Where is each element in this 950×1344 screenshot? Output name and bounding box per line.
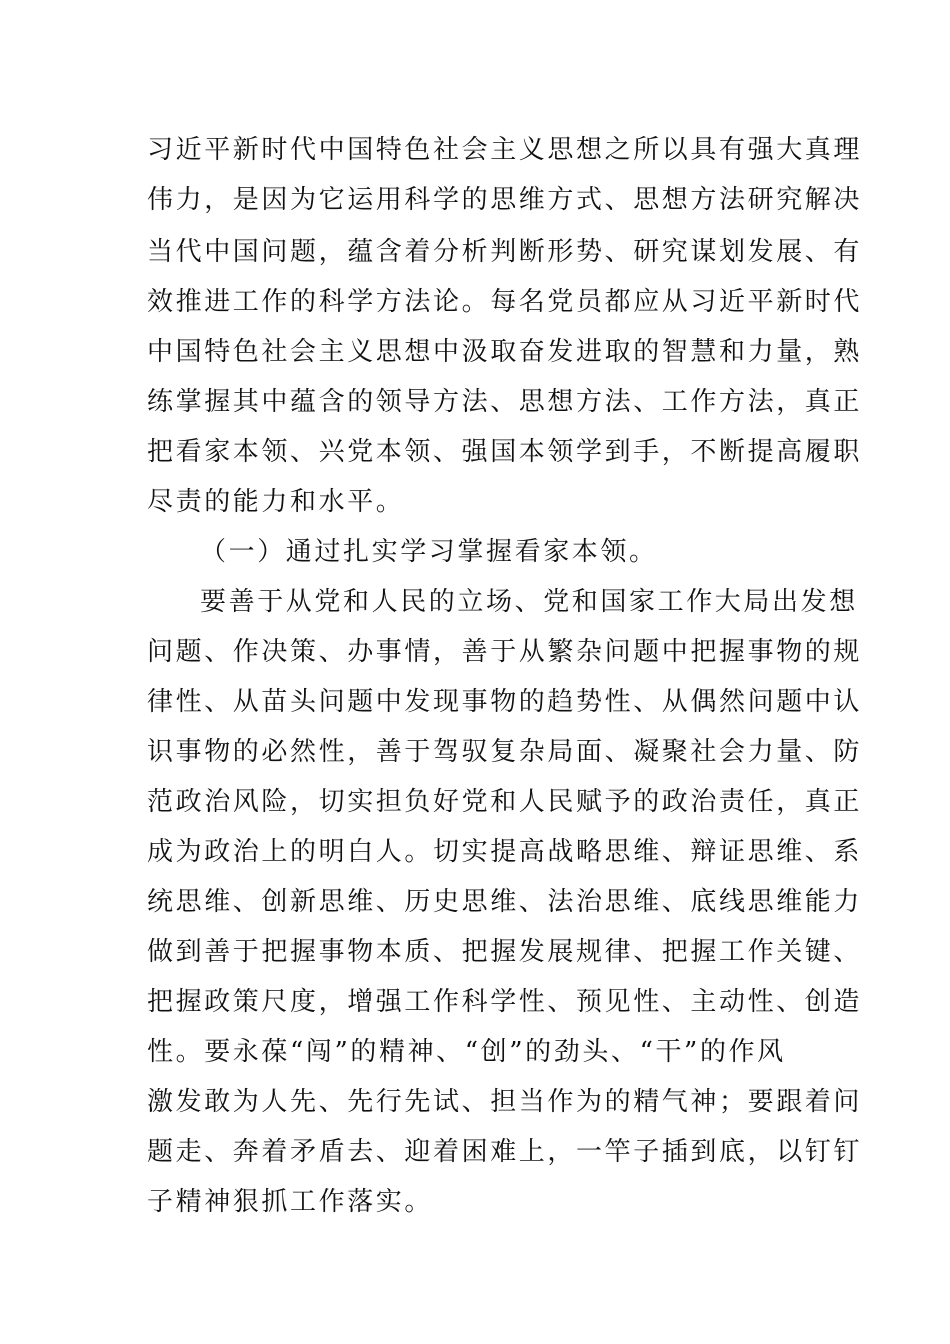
paragraph-line: 中国特色社会主义思想中汲取奋发进取的智慧和力量，熟 [147,337,863,367]
paragraph-line: 习近平新时代中国特色社会主义思想之所以具有强大真理 [147,135,863,165]
paragraph-line: 要善于从党和人民的立场、党和国家工作大局出发想 [200,587,858,617]
paragraph-line: 把看家本领、兴党本领、强国本领学到手，不断提高履职 [147,437,863,467]
paragraph-line: 把握政策尺度，增强工作科学性、预见性、主动性、创造 [147,987,863,1017]
paragraph-line: 统思维、创新思维、历史思维、法治思维、底线思维能力 [147,887,863,917]
paragraph-line: 尽责的能力和水平。 [147,487,405,517]
paragraph-line: 效推进工作的科学方法论。每名党员都应从习近平新时代 [147,287,863,317]
paragraph-line: 当代中国问题，蕴含着分析判断形势、研究谋划发展、有 [147,237,863,267]
paragraph-line: 性。要永葆“闯”的精神、“创”的劲头、“干”的作风 [147,1037,786,1067]
paragraph-line: 激发敢为人先、先行先试、担当作为的精气神；要跟着问 [147,1087,863,1117]
paragraph-line: 成为政治上的明白人。切实提高战略思维、辩证思维、系 [147,837,863,867]
paragraph-line: 伟力，是因为它运用科学的思维方式、思想方法研究解决 [147,185,863,215]
paragraph-line: 做到善于把握事物本质、把握发展规律、把握工作关键、 [147,937,863,967]
paragraph-line: 识事物的必然性，善于驾驭复杂局面、凝聚社会力量、防 [147,737,863,767]
paragraph-line: 问题、作决策、办事情，善于从繁杂问题中把握事物的规 [147,637,863,667]
paragraph-line: 律性、从苗头问题中发现事物的趋势性、从偶然问题中认 [147,687,863,717]
paragraph-line: 范政治风险，切实担负好党和人民赋予的政治责任，真正 [147,787,863,817]
paragraph-line: 子精神狠抓工作落实。 [147,1187,434,1217]
paragraph-line: 题走、奔着矛盾去、迎着困难上，一竿子插到底，以钉钉 [147,1137,863,1167]
section-heading: （一）通过扎实学习掌握看家本领。 [200,537,658,567]
paragraph-line: 练掌握其中蕴含的领导方法、思想方法、工作方法，真正 [147,387,863,417]
